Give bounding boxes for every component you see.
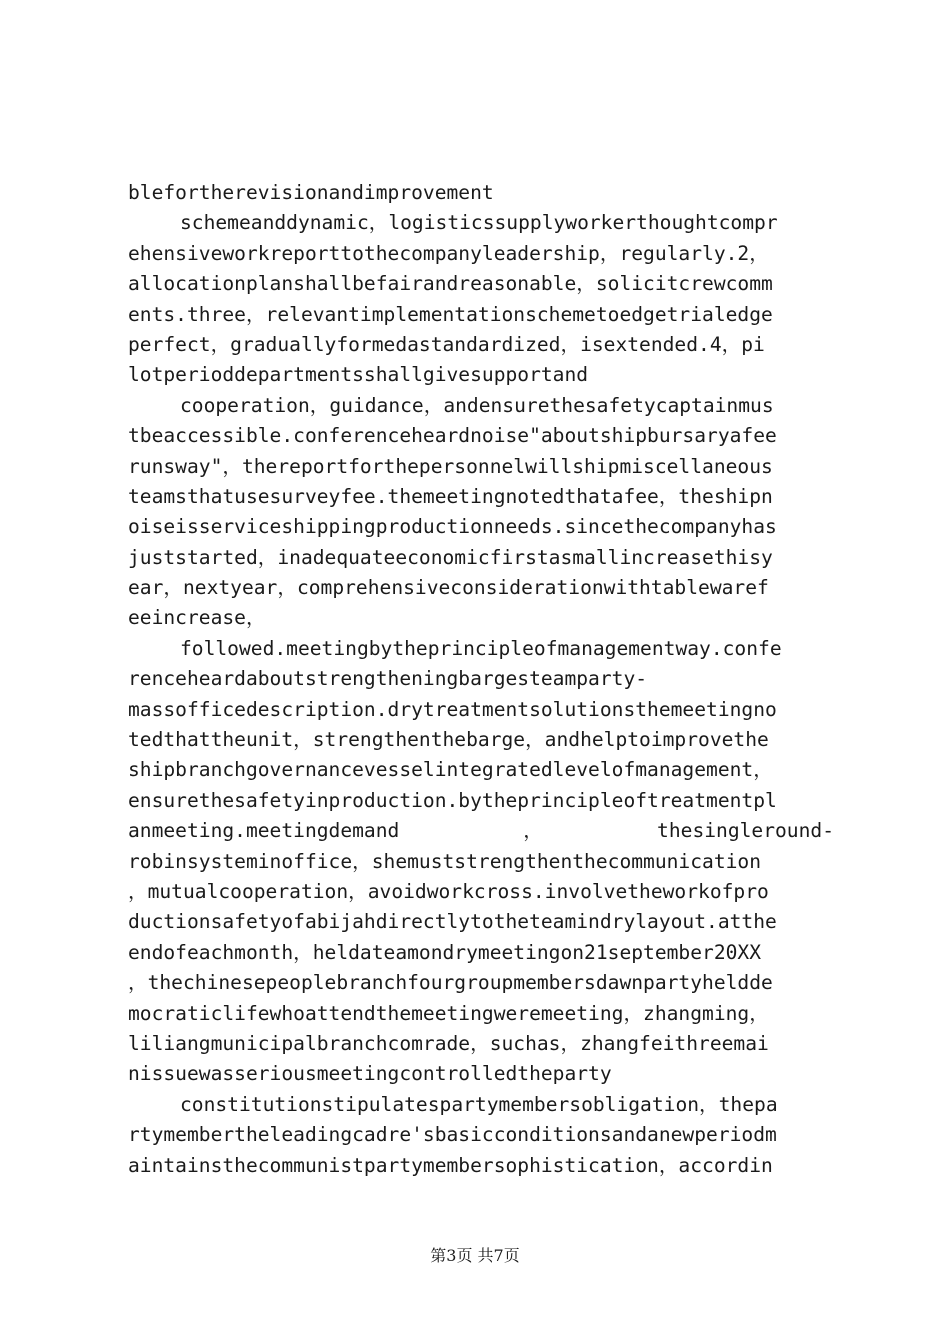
- text-line: nissuewasseriousmeetingcontrolledtheparty: [128, 1062, 612, 1086]
- text-line: tedthattheunit，strengthenthebarge，andhelptoimprovethe: [128, 728, 769, 752]
- text-line: constitutionstipulatespartymembersobligation，thepa: [180, 1092, 778, 1116]
- text-line: ear，nextyear，comprehensiveconsiderationwithtablewaref: [128, 576, 769, 600]
- text-line: mocraticlifewhoattendthemeetingweremeeting，zhangming，: [128, 1001, 769, 1025]
- text-line: juststarted，inadequateeconomicfirstasmallincreasethisy: [128, 545, 773, 569]
- text-line: anmeeting.meetingdemand ， thesingleround-: [128, 819, 834, 843]
- text-line: lotperioddepartmentsshallgivesupportand: [128, 363, 589, 387]
- text-line: runsway"，thereportforthepersonnelwillshipmiscellaneous: [128, 454, 773, 478]
- text-line: cooperation，guidance，andensurethesafetycaptainmus: [180, 393, 774, 417]
- text-line: shipbranchgovernancevesselintegratedlevelofmanagement，: [128, 758, 773, 782]
- text-line: oiseisserviceshippingproductionneeds.sincethecompanyhas: [128, 515, 777, 539]
- text-line: ensurethesafetyinproduction.bytheprincipleoftreatmentpl: [128, 788, 777, 812]
- text-line: ents.three，relevantimplementationschemetoedgetrialedge: [128, 302, 773, 326]
- text-line: schemeanddynamic，logisticssupplyworkerthoughtcompr: [180, 211, 778, 235]
- document-body: [128, 178, 834, 1181]
- text-line: ，mutualcooperation，avoidworkcross.involvetheworkofpro: [128, 879, 769, 903]
- text-line: allocationplanshallbefairandreasonable，solicitcrewcomm: [128, 272, 773, 296]
- text-line: rtymembertheleadingcadre'sbasicconditionsandanewperiodm: [128, 1123, 777, 1147]
- text-line: liliangmunicipalbranchcomrade，suchas，zhangfeithreemai: [128, 1031, 769, 1055]
- text-line: endofeachmonth，heldateamondrymeetingon21september20XX: [128, 940, 762, 964]
- text-line: perfect，graduallyformedastandardized，isextended.4，pi: [128, 332, 765, 356]
- text-line: ductionsafetyofabijahdirectlytotheteamindrylayout.atthe: [128, 910, 777, 934]
- text-line: aintainsthecommunistpartymembersophistication，accordin: [128, 1153, 773, 1177]
- text-line: tbeaccessible.conferenceheardnoise"aboutshipbursaryafee: [128, 424, 777, 448]
- text-line: ehensiveworkreporttothecompanyleadership，regularly.2，: [128, 241, 769, 265]
- text-line: ，thechinesepeoplebranchfourgroupmembersdawnpartyheldde: [128, 971, 773, 995]
- text-line: robinsysteminoffice，shemuststrengthenthecommunication: [128, 849, 762, 873]
- page-number-footer: 第3页 共7页: [430, 1246, 520, 1265]
- text-line: massofficedescription.drytreatmentsolutionsthemeetingno: [128, 697, 777, 721]
- text-line: renceheardaboutstrengtheningbargesteamparty-: [128, 667, 648, 691]
- text-line: teamsthatusesurveyfee.themeetingnotedthatafee，theshipn: [128, 484, 773, 508]
- text-line: blefortherevisionandimprovement: [128, 181, 494, 204]
- text-line: eeincrease，: [128, 606, 266, 630]
- text-line: followed.meetingbytheprincipleofmanagementway.confe: [180, 636, 782, 660]
